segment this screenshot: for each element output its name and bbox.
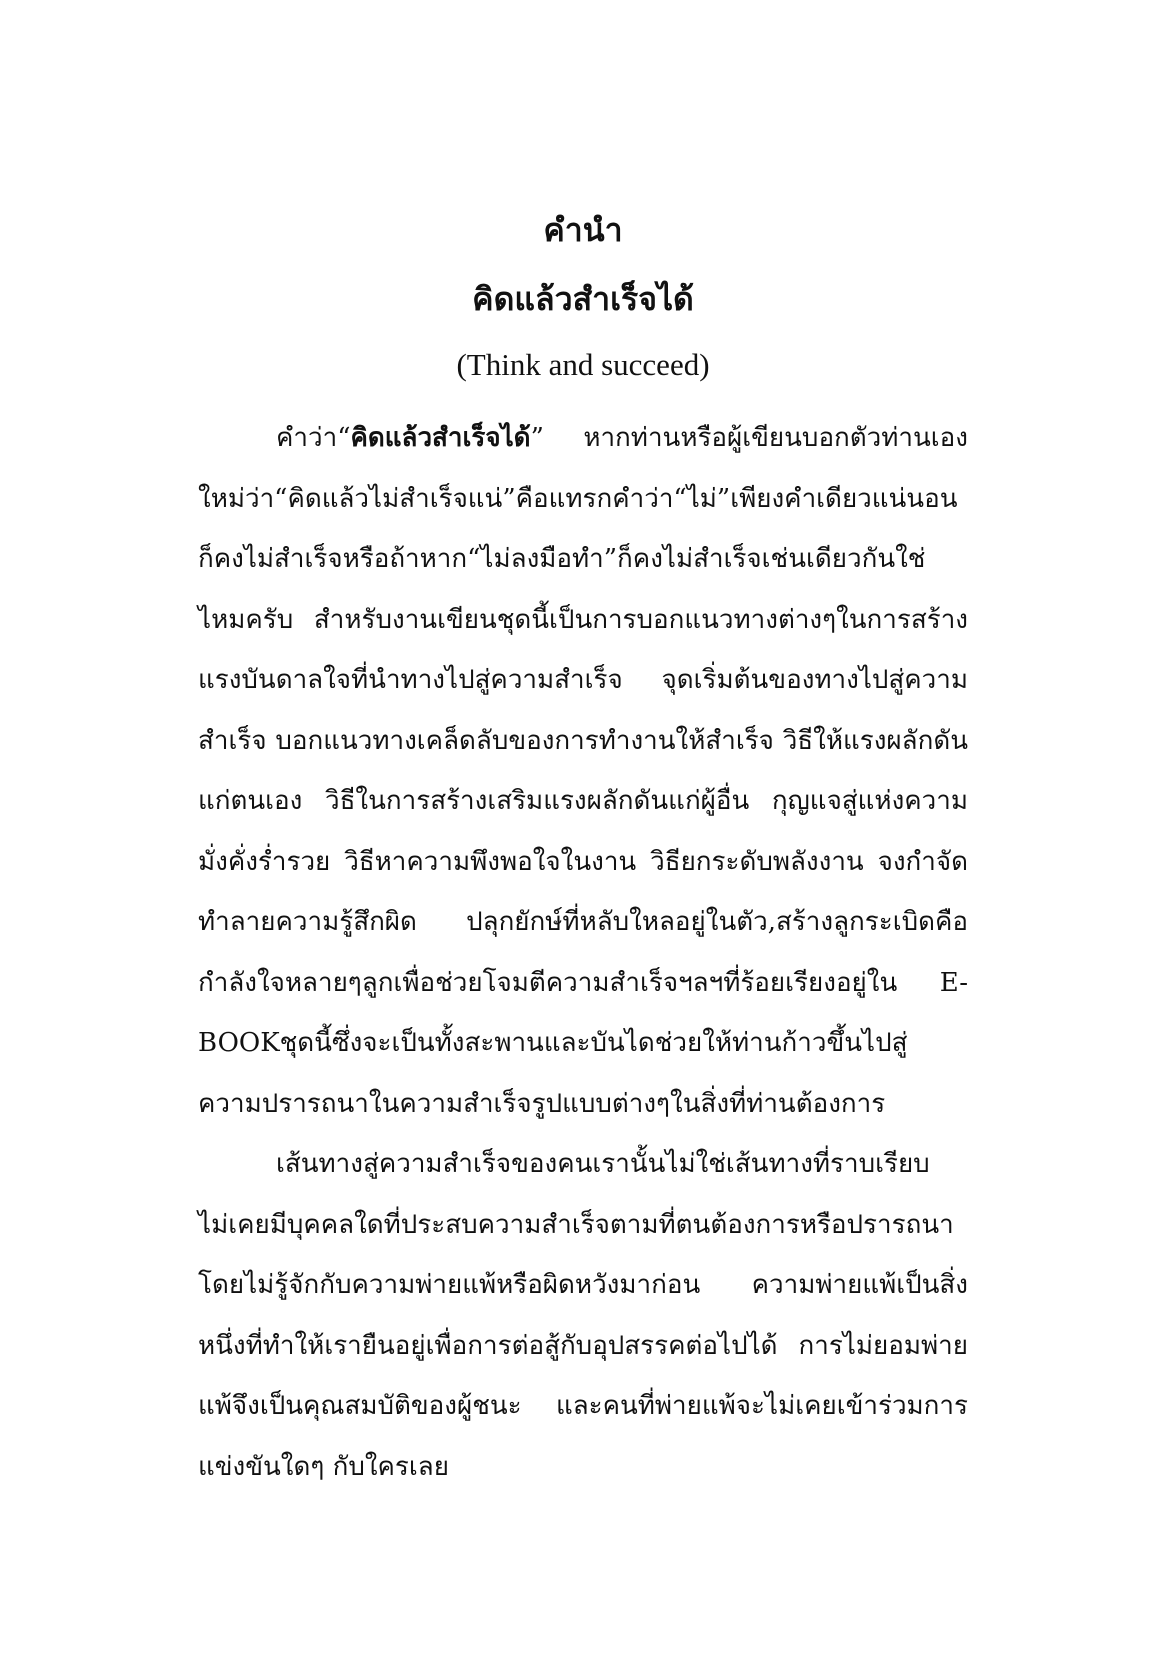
paragraph-2: เส้นทางสู่ความสำเร็จของคนเรานั้นไม่ใช่เส้นทางที่ราบเรียบ ไม่เคยมีบุคคลใดที่ประสบความสำเร็จตามที่ตนต้องการหรือปรารถนาโดยไม่รู้จักกับความพ่ายแพ้หรือผิดหวังมาก่อน ความพ่ายแพ้เป็นสิ่งหนึ่งที่ทำให้เรายืนอยู่เพื่อการต่อสู้กับอุปสรรคต่อไปได้ การไม่ยอมพ่ายแพ้จึงเป็นคุณสมบัติของผู้ชนะ และคนที่พ่ายแพ้จะไม่เคยเข้าร่วมการแข่งขันใดๆ กับใครเลย — [198, 1149, 968, 1482]
page-heading: คำนำ — [543, 211, 623, 249]
paragraph-1-highlight: คิดแล้วสำเร็จได้ — [350, 423, 531, 453]
paragraph-1-text: ” หากท่านหรือผู้เขียนบอกตัวท่านเอง ใหม่ว่า“คิดแล้วไม่สำเร็จแน่”คือแทรกคำว่า“ไม่”เพียงคำเดียวแน่นอนก็คงไม่สำเร็จหรือถ้าหาก“ไม่ลงมือทำ”ก็คงไม่สำเร็จเช่นเดียวกันใช่ไหมครับ สำหรับงานเขียนชุดนี้เป็นการบอกแนวทางต่างๆในการสร้างแรงบันดาลใจที่นำทางไปสู่ความสำเร็จ จุดเริ่มต้นของทางไปสู่ความสำเร็จ บอกแนวทางเคล็ดลับของการทำงานให้สำเร็จ วิธีให้แรงผลักดันแก่ตนเอง วิธีในการสร้างเสริมแรงผลักดันแก่ผู้อื่น กุญแจสู่แห่งความมั่งคั่งร่ำรวย วิธีหาความพึงพอใจในงาน วิธียกระดับพลังงาน จงกำจัดทำลายความรู้สึกผิด ปลุกยักษ์ที่หลับใหลอยู่ในตัว,สร้างลูกระเบิดคือกำลังใจหลายๆลูกเพื่อช่วยโจมตีความสำเร็จฯลฯที่ร้อยเรียงอยู่ใน E-BOOKชุดนี้ซึ่งจะเป็นทั้งสะพานและบันไดช่วยให้ท่านก้าวขึ้นไปสู่ความปรารถนาในความสำเร็จรูปแบบต่างๆในสิ่งที่ท่านต้องการ — [198, 423, 968, 1119]
page-subtitle: คิดแล้วสำเร็จได้ — [472, 280, 694, 318]
body-text — [198, 408, 968, 1497]
title-block — [0, 205, 1166, 387]
paragraph-1 — [198, 408, 968, 1134]
paragraph-1-prefix: คำว่า“ — [276, 423, 351, 453]
english-subtitle: (Think and succeed) — [456, 347, 710, 382]
